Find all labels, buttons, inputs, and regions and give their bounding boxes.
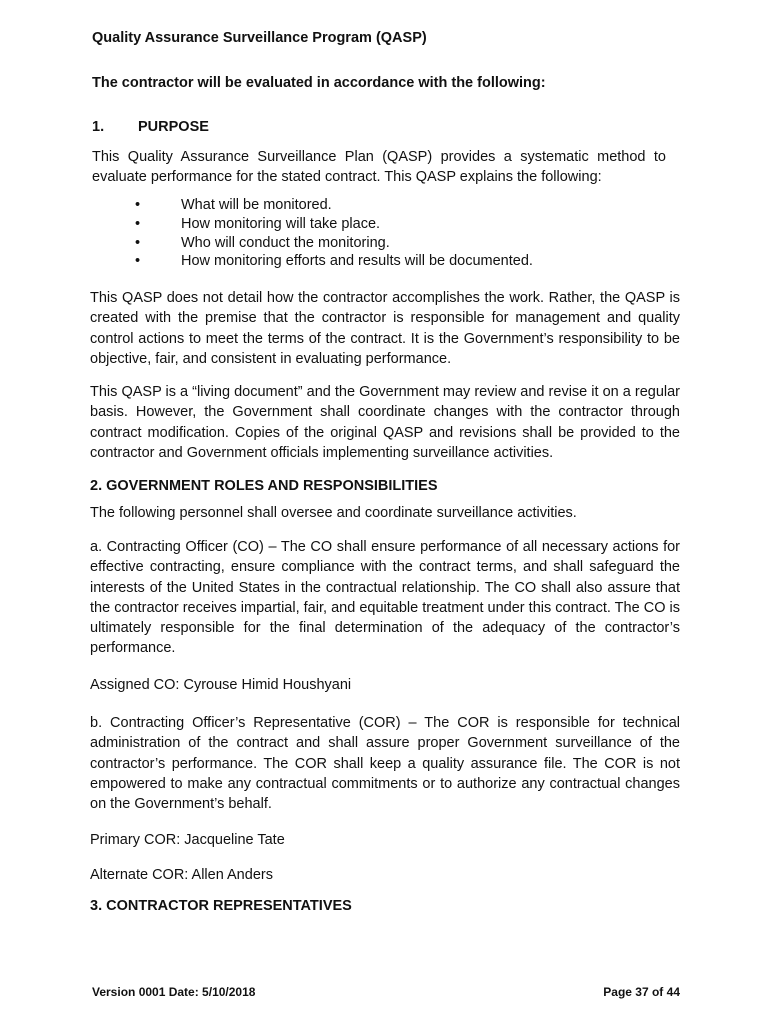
section-1-heading: PURPOSE [138,119,209,135]
section-2-heading: 2. GOVERNMENT ROLES AND RESPONSIBILITIES [90,478,438,494]
footer-page-number: Page 37 of 44 [603,985,680,999]
primary-cor: Primary COR: Jacqueline Tate [90,832,285,848]
purpose-paragraph-1: This Quality Assurance Surveillance Plan (QASP) provides a systematic method to evaluate performance for the stated contract. This QASP explains the following: [92,149,666,186]
purpose-paragraph-3: This QASP is a “living document” and the Government may review and revise it on a regular basis. However, the Government shall coordinate changes with the contractor through contract modification. Copies of the original QASP and revisions shall be provided to the contractor and Government officials implementing surveillance activities. [90,384,680,461]
evaluation-intro: The contractor will be evaluated in accordance with the following: [92,75,546,91]
footer-version-date: Version 0001 Date: 5/10/2018 [92,985,256,999]
roles-intro: The following personnel shall oversee and coordinate surveillance activities. [90,505,577,521]
purpose-paragraph-2: This QASP does not detail how the contractor accomplishes the work. Rather, the QASP is created with the premise that the contractor is responsible for management and quality control actions to meet the terms of the contract. It is the Government’s responsibility to be objective, fair, and consistent in evaluating performance. [90,290,680,367]
list-item: • How monitoring efforts and results will be documented. [135,253,533,270]
list-item: • Who will conduct the monitoring. [135,234,390,251]
bullet-icon: • [135,197,141,213]
bullet-icon: • [135,253,141,270]
bullet-icon: • [135,234,141,251]
assigned-co: Assigned CO: Cyrouse Himid Houshyani [90,677,352,693]
alternate-cor: Alternate COR: Allen Anders [90,867,273,883]
section-3-heading: 3. CONTRACTOR REPRESENTATIVES [90,898,352,914]
purpose-bullet-list [135,196,655,271]
contracting-officer-paragraph: a. Contracting Officer (CO) – The CO shall ensure performance of all necessary actions for effective contracting, ensure compliance with the contract terms, and shall safeguard the interests of the United States in the contractual relationship. The CO shall also assure that the contractor receives impartial, fair, and equitable treatment under this contract. The CO is ultimately responsible for the final determination of the adequacy of the contractor’s performance. [90,539,680,657]
bullet-icon: • [135,215,141,232]
section-1-number: 1. [92,119,105,135]
cor-paragraph: b. Contracting Officer’s Representative (COR) – The COR is responsible for technical administration of the contract and shall assure proper Government surveillance of the contractor’s performance. The COR shall keep a quality assurance file. The COR is not empowered to make any contractual commitments or to authorize any contractual changes on the Government’s behalf. [90,715,680,813]
list-item: • What will be monitored. [135,197,332,213]
document-title: Quality Assurance Surveillance Program (QASP) [92,30,427,46]
list-item: • How monitoring will take place. [135,215,381,232]
